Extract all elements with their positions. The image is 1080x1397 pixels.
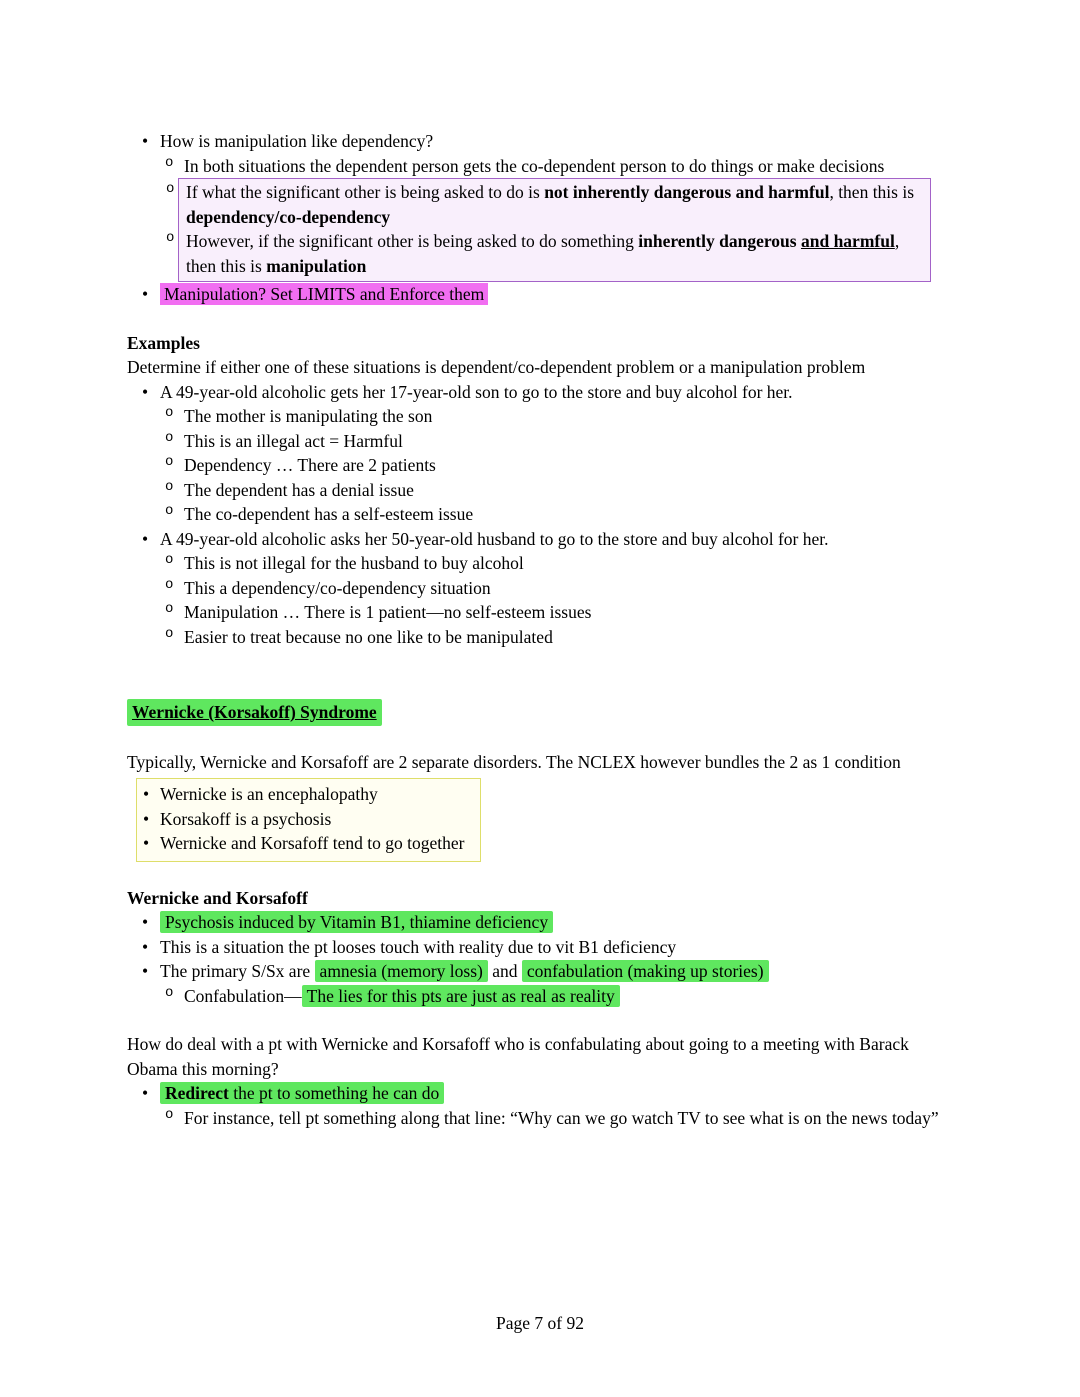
bullet-marker: • [142, 961, 149, 981]
text-run-bold: not inherently dangerous and harmful [544, 182, 830, 202]
text-run-bold: dependency/co-dependency [186, 206, 391, 227]
list-item [127, 129, 945, 154]
bullet-marker: • [143, 784, 150, 804]
bullet-marker: • [142, 528, 149, 549]
list-item [127, 935, 945, 960]
section-examples [127, 331, 945, 650]
text-run: However, if the significant other is being asked to do something [186, 231, 639, 251]
highlighted-text-green: Psychosis induced by Vitamin B1, thiamine deficiency [160, 911, 553, 933]
list-item [127, 282, 945, 307]
circle-marker: o [166, 181, 175, 197]
circle-marker: o [165, 405, 174, 421]
highlighted-text-green: amnesia (memory loss) [315, 960, 488, 982]
bullet-marker: • [142, 131, 149, 151]
circle-marker: o [166, 230, 175, 246]
spacer [127, 307, 945, 331]
callout-box-purple [166, 178, 931, 282]
list-item [127, 429, 945, 454]
bullet-marker: • [143, 808, 150, 829]
list-item [127, 1106, 945, 1131]
list-item-text: The dependent has a denial issue [184, 479, 414, 500]
section-subheading: Wernicke and Korsafoff [127, 887, 308, 908]
text-run: and [487, 961, 522, 981]
list-item-text [186, 231, 899, 276]
circle-marker: o [165, 429, 174, 446]
list-item [127, 600, 945, 625]
list-item [127, 959, 945, 984]
list-item-text: This is not illegal for the husband to buy alcohol [184, 553, 524, 573]
spacer [127, 1008, 945, 1032]
circle-marker: o [165, 454, 174, 470]
list-item-text: Manipulation … There is 1 patient—no self-esteem issues [184, 602, 592, 622]
list-item [127, 1081, 945, 1106]
section-manipulation [127, 129, 945, 307]
list-item-text: A 49-year-old alcoholic gets her 17-year-old son to go to the store and buy alcohol for her. [160, 381, 793, 402]
list-item [127, 154, 945, 179]
list-item [127, 478, 945, 503]
bullet-marker: • [142, 912, 149, 932]
list-item [166, 180, 923, 229]
list-item [137, 831, 464, 856]
text-run: If what the significant other is being asked to do is [186, 182, 545, 202]
circle-marker: o [165, 478, 174, 495]
list-item-text: Wernicke is an encephalopathy [160, 784, 378, 804]
circle-marker: o [165, 552, 174, 568]
paragraph: Typically, Wernicke and Korsafoff are 2 separate disorders. The NCLEX however bundles the 2 as 1 condition [127, 751, 901, 772]
list-item [127, 502, 945, 527]
text-run-bold: manipulation [266, 255, 367, 276]
list-item-text: This is an illegal act = Harmful [184, 430, 403, 451]
bullet-marker: • [143, 833, 150, 853]
list-item [127, 625, 945, 650]
text-run: the pt to something he can do [228, 1083, 440, 1103]
list-item [127, 984, 945, 1009]
list-item [166, 229, 923, 278]
list-item-text: Dependency … There are 2 patients [184, 455, 436, 475]
list-item-text: For instance, tell pt something along that line: “Why can we go watch TV to see what is on the news today” [184, 1107, 939, 1128]
highlighted-text-green: confabulation (making up stories) [522, 960, 769, 982]
circle-marker: o [165, 601, 174, 617]
list-item [127, 527, 945, 552]
spacer [127, 862, 945, 886]
highlighted-heading-green: Wernicke (Korsakoff) Syndrome [127, 699, 382, 726]
bullet-marker: • [142, 1083, 149, 1103]
list-item-text [160, 960, 769, 982]
list-item [137, 782, 464, 807]
list-item-text: The mother is manipulating the son [184, 406, 433, 426]
text-run-bold-underline: and harmful [800, 231, 895, 251]
list-item-text [186, 182, 914, 227]
circle-marker: o [165, 625, 174, 642]
text-run: , then this is [186, 231, 900, 276]
text-run: , then this is [829, 182, 915, 202]
circle-marker: o [165, 1106, 174, 1123]
list-item [127, 404, 945, 429]
text-run-bold: inherently dangerous [638, 231, 801, 251]
highlighted-text-green [160, 1082, 444, 1104]
list-item-text: This a dependency/co-dependency situation [184, 577, 491, 598]
list-item-text: Easier to treat because no one like to be manipulated [184, 626, 553, 647]
list-item [127, 380, 945, 405]
list-item-text: A 49-year-old alcoholic asks her 50-year-old husband to go to the store and buy alcohol for her. [160, 528, 829, 549]
bullet-marker: • [142, 936, 149, 957]
list-item [137, 807, 464, 832]
bullet-marker: • [142, 284, 149, 304]
circle-marker: o [165, 576, 174, 593]
list-item-text: Korsakoff is a psychosis [160, 808, 332, 829]
list-item [127, 576, 945, 601]
bullet-marker: • [142, 381, 149, 402]
highlighted-text-green: The lies for this pts are just as real as reality [302, 985, 620, 1007]
paragraph: How do deal with a pt with Wernicke and Korsafoff who is confabulating about going to a meeting with Barack Obama this morning? [127, 1034, 909, 1079]
list-item-text: How is manipulation like dependency? [160, 131, 434, 151]
list-item-text: The co-dependent has a self-esteem issue [184, 504, 474, 524]
text-run: The primary S/Sx are [160, 961, 315, 981]
list-item-text: In both situations the dependent person gets the co-dependent person to do things or make decisions [184, 155, 885, 176]
list-item [127, 910, 945, 935]
list-item [127, 551, 945, 576]
section-heading-row [127, 699, 945, 726]
page-footer: Page 7 of 92 [496, 1312, 584, 1333]
paragraph: Determine if either one of these situations is dependent/co-dependent problem or a manipulation problem [127, 357, 866, 377]
section-wernicke [127, 699, 945, 1130]
text-run: Confabulation— [184, 985, 302, 1006]
highlighted-text-pink: Manipulation? Set LIMITS and Enforce them [160, 283, 488, 305]
list-item-text: This is a situation the pt looses touch with reality due to vit B1 deficiency [160, 936, 677, 957]
section-heading: Examples [127, 332, 200, 353]
text-run-bold: Redirect [165, 1083, 229, 1103]
circle-marker: o [165, 154, 174, 171]
spacer [127, 726, 945, 750]
list-item [127, 453, 945, 478]
circle-marker: o [165, 503, 174, 519]
list-item-text [184, 985, 620, 1007]
circle-marker: o [165, 984, 174, 1001]
callout-box-yellow [136, 778, 481, 862]
spacer [127, 649, 945, 699]
list-item-text: Wernicke and Korsafoff tend to go together [160, 833, 465, 853]
